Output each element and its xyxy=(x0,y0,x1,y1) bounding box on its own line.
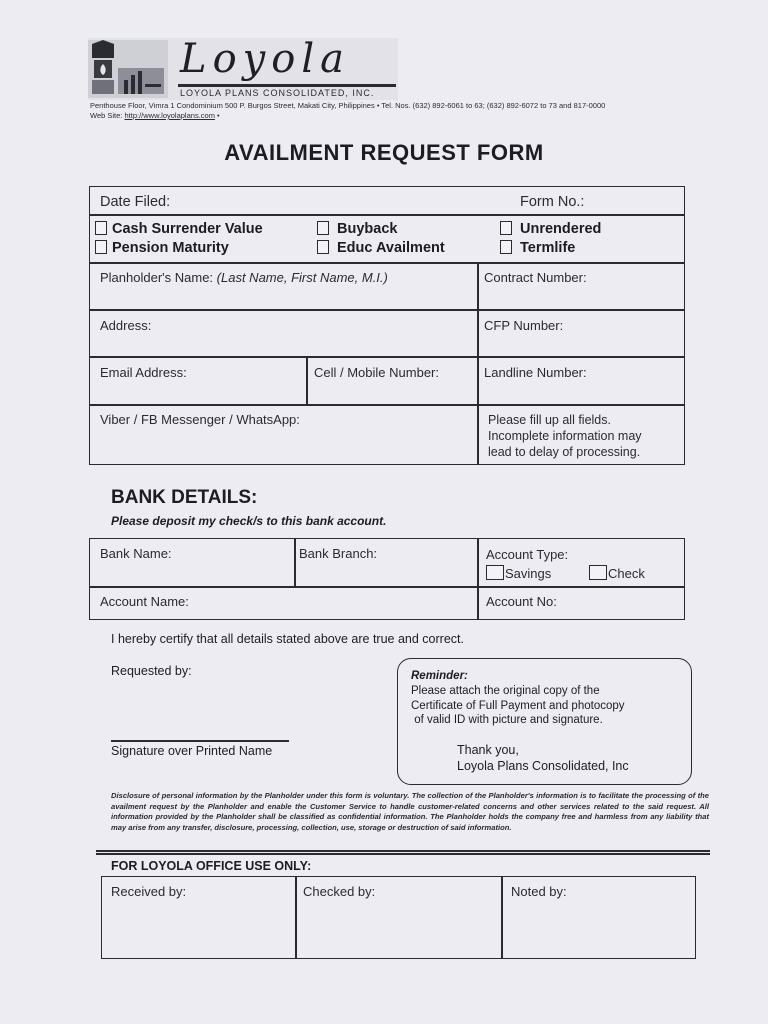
divider xyxy=(89,309,685,311)
divider xyxy=(501,876,503,959)
signature-line[interactable] xyxy=(111,740,289,742)
check-label: Check xyxy=(608,566,645,581)
bank-branch-field[interactable]: Bank Branch: xyxy=(299,546,378,561)
reminder-line: of valid ID with picture and signature. xyxy=(411,714,603,726)
divider xyxy=(89,262,685,264)
divider xyxy=(306,356,308,404)
email-address-field[interactable]: Email Address: xyxy=(100,365,187,380)
savings-label: Savings xyxy=(505,566,552,581)
company-name: LOYOLA PLANS CONSOLIDATED, INC. xyxy=(180,88,375,98)
buyback-checkbox[interactable] xyxy=(317,221,329,235)
certification-statement: I hereby certify that all details stated above are true and correct. xyxy=(111,632,464,646)
bank-name-field[interactable]: Bank Name: xyxy=(100,546,172,561)
address-field[interactable]: Address: xyxy=(100,318,152,333)
form-title: AVAILMENT REQUEST FORM xyxy=(224,140,544,165)
noted-by-field[interactable]: Noted by: xyxy=(511,884,567,899)
reminder-line: Certificate of Full Payment and photocopy xyxy=(411,699,625,712)
bank-details-subtitle: Please deposit my check/s to this bank account. xyxy=(111,514,387,528)
cash-surrender-checkbox[interactable] xyxy=(95,221,107,235)
checked-by-field[interactable]: Checked by: xyxy=(303,884,376,899)
signature-label: Signature over Printed Name xyxy=(111,744,273,758)
reminder-signoff xyxy=(457,742,629,774)
account-type-label: Account Type: xyxy=(486,547,569,562)
account-name-field[interactable]: Account Name: xyxy=(100,594,189,609)
unrendered-label: Unrendered xyxy=(520,221,602,237)
divider xyxy=(89,404,685,406)
loyola-logo-emblem xyxy=(88,40,168,98)
cell-number-field[interactable]: Cell / Mobile Number: xyxy=(314,365,439,380)
termlife-checkbox[interactable] xyxy=(500,240,512,254)
office-use-table xyxy=(101,876,696,959)
website-label: Web Site: xyxy=(90,111,123,120)
cash-surrender-label: Cash Surrender Value xyxy=(112,221,263,237)
bank-details-heading: BANK DETAILS: xyxy=(111,487,258,508)
divider xyxy=(295,876,297,959)
company-address: Penthouse Floor, Vimra 1 Condominium 500 P. Burgos Street, Makati City, Philippines • Tel. Nos. (632) 892-6061 to 63; (632) 892-6072 to 73 and 817-0000 xyxy=(90,101,606,110)
website-bullet: • xyxy=(214,111,220,120)
planholder-name-field[interactable] xyxy=(100,270,388,285)
note-line: Incomplete information may xyxy=(488,429,642,443)
requested-by-label: Requested by: xyxy=(111,664,192,678)
reminder-line: Please attach the original copy of the xyxy=(411,685,600,697)
note-line: lead to delay of processing. xyxy=(488,445,641,459)
received-by-field[interactable]: Received by: xyxy=(111,884,187,899)
contract-number-field[interactable]: Contract Number: xyxy=(484,270,587,285)
planholder-name-hint: (Last Name, First Name, M.I.) xyxy=(216,270,388,285)
pension-maturity-checkbox[interactable] xyxy=(95,240,107,254)
divider xyxy=(294,538,296,586)
form-no-field[interactable]: Form No.: xyxy=(520,194,585,210)
divider xyxy=(89,214,685,216)
savings-checkbox[interactable] xyxy=(486,565,504,580)
thanks-company: Loyola Plans Consolidated, Inc xyxy=(457,759,629,773)
thanks-line: Thank you, xyxy=(457,743,519,757)
divider xyxy=(477,538,479,620)
divider xyxy=(89,586,685,588)
termlife-label: Termlife xyxy=(520,240,576,256)
double-rule xyxy=(96,850,710,852)
website-link[interactable]: http://www.loyolaplans.com xyxy=(124,111,215,120)
landline-number-field[interactable]: Landline Number: xyxy=(484,365,587,380)
note-line: Please fill up all fields. xyxy=(488,413,611,427)
website-line xyxy=(90,111,220,120)
pension-maturity-label: Pension Maturity xyxy=(112,240,229,256)
unrendered-checkbox[interactable] xyxy=(500,221,512,235)
disclosure-paragraph: Disclosure of personal information by the Planholder under this form is voluntary. The collection of the Planholder's information is to facilitate the processing of the availment request by the Planholder and enable the Customer Service to handle customer-related concerns and other services related to the said request. All information provided by the Planholder shall be classified as confidential information. The Planholder holds the company free and harmless from any liability that may arise from any transfer, disclosure, processing, collection, use, storage or destruction of said information. xyxy=(111,791,709,832)
check-checkbox[interactable] xyxy=(589,565,607,580)
office-use-heading: FOR LOYOLA OFFICE USE ONLY: xyxy=(111,859,312,873)
divider xyxy=(477,262,479,465)
reminder-text xyxy=(411,684,625,728)
date-filed-field[interactable]: Date Filed: xyxy=(100,194,171,210)
cfp-number-field[interactable]: CFP Number: xyxy=(484,318,564,333)
educ-availment-label: Educ Availment xyxy=(337,240,445,256)
account-no-field[interactable]: Account No: xyxy=(486,594,557,609)
educ-availment-checkbox[interactable] xyxy=(317,240,329,254)
loyola-logo-wordmark: Loyola xyxy=(180,36,350,82)
divider xyxy=(89,356,685,358)
double-rule xyxy=(96,853,710,855)
reminder-heading: Reminder: xyxy=(411,670,468,682)
messenger-field[interactable]: Viber / FB Messenger / WhatsApp: xyxy=(100,412,300,427)
buyback-label: Buyback xyxy=(337,221,398,237)
planholder-name-label: Planholder's Name: xyxy=(100,270,214,285)
logo-underline xyxy=(178,84,396,87)
fill-up-note xyxy=(488,412,642,460)
